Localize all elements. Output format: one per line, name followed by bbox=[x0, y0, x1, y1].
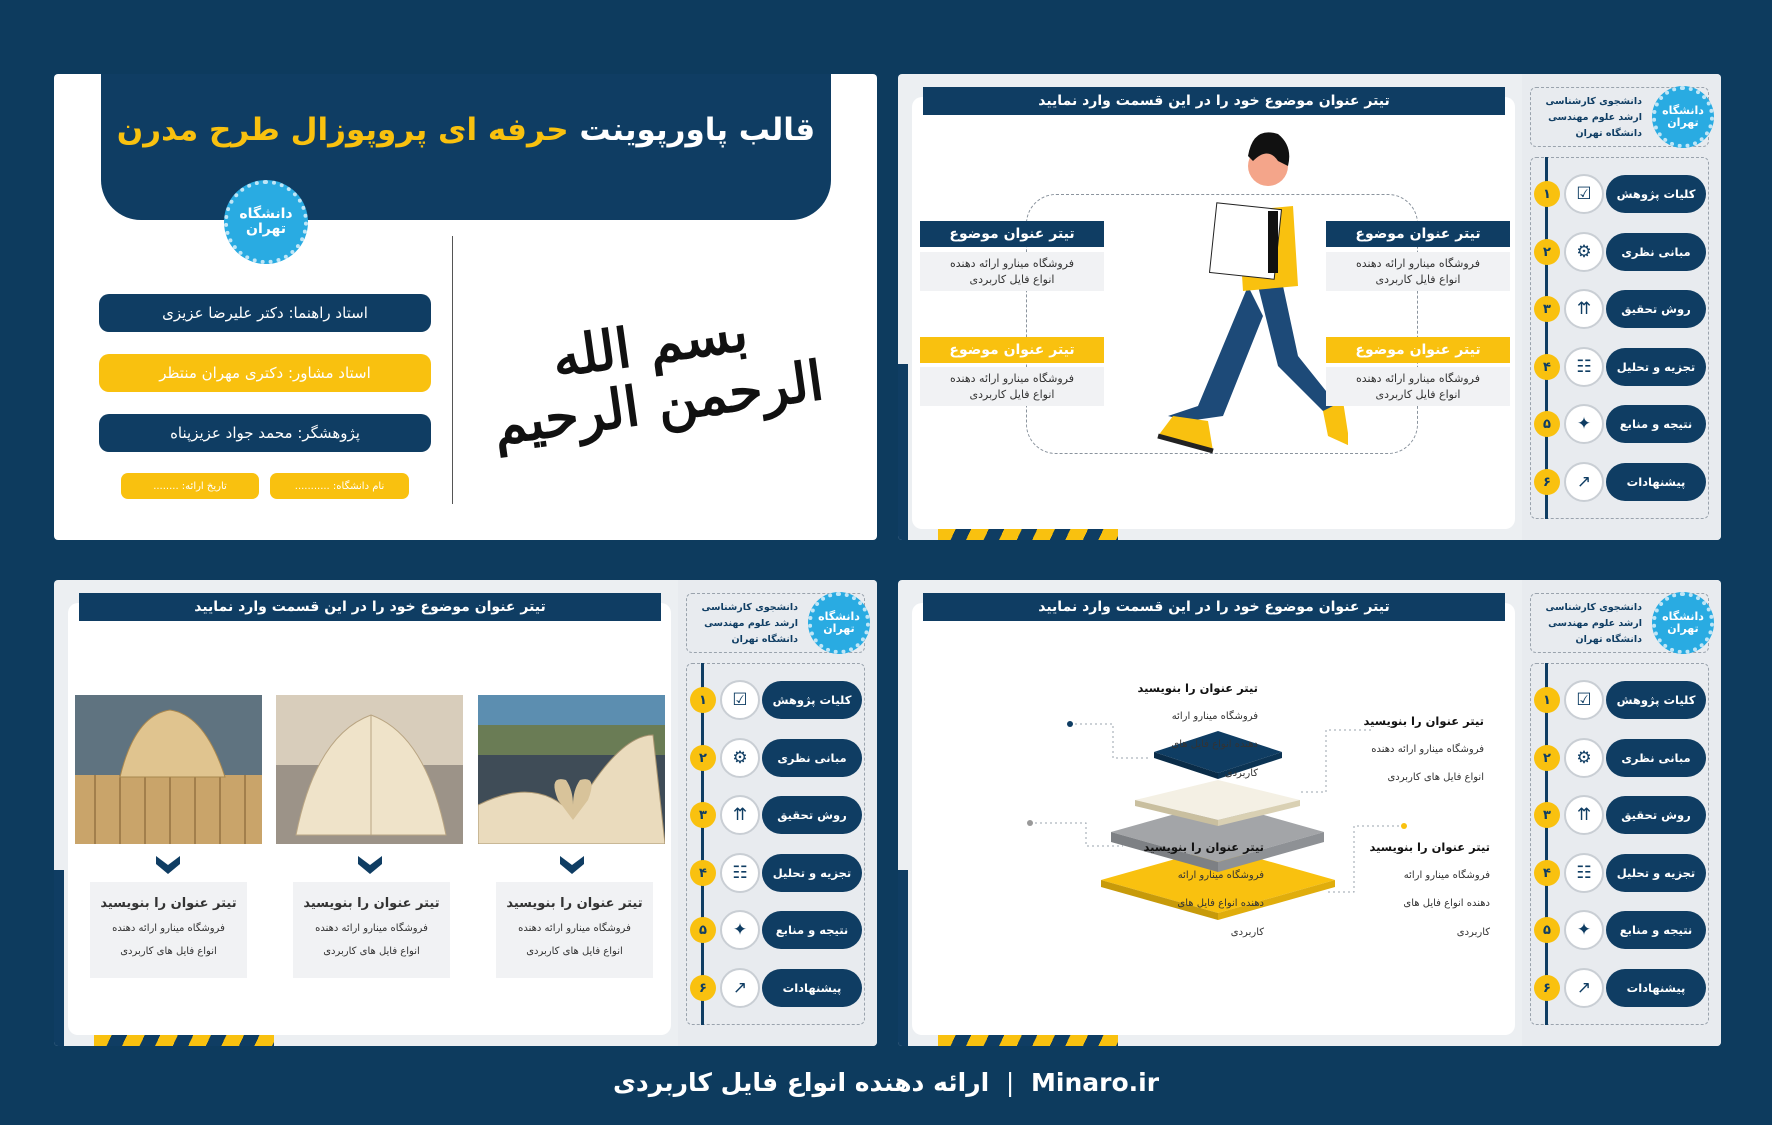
desc-line: انواع فایل کاربردی bbox=[1375, 273, 1461, 286]
slide-illustration[interactable] bbox=[898, 74, 1721, 540]
box-desc bbox=[920, 252, 1104, 291]
slide-title: تیتر عنوان موضوع خود را در این قسمت وارد نمایید bbox=[79, 593, 661, 621]
box-title: تیتر عنوان موضوع bbox=[920, 221, 1104, 247]
growth-chart-icon: ↗ bbox=[1564, 462, 1604, 502]
sidebar-item[interactable] bbox=[1522, 404, 1721, 444]
step-number: ۶ bbox=[690, 975, 716, 1001]
logo-text: دانشگاه تهران bbox=[239, 205, 293, 237]
sidebar-item-label[interactable]: نتیجه و منابع bbox=[1606, 405, 1706, 443]
marker-dot bbox=[1027, 820, 1033, 826]
step-number: ۴ bbox=[1534, 354, 1560, 380]
box-title: تیتر عنوان موضوع bbox=[1326, 337, 1510, 363]
sidebar-item[interactable] bbox=[678, 968, 877, 1008]
step-number: ۶ bbox=[1534, 469, 1560, 495]
block-title: تیتر عنوان را بنویسید bbox=[1137, 681, 1258, 695]
team-analysis-icon: ☷ bbox=[720, 853, 760, 893]
growth-chart-icon: ↗ bbox=[1564, 968, 1604, 1008]
desc-line: فروشگاه مینارو ارائه دهنده bbox=[950, 257, 1074, 270]
consultant-label: استاد مشاور: دکتری مهران منتظر bbox=[99, 354, 431, 392]
sidebar-item-label[interactable]: مبانی نظری bbox=[1606, 739, 1706, 777]
bismillah-calligraphy: بسم الله الرحمن الرحیم bbox=[488, 298, 828, 458]
checklist-icon: ☑ bbox=[720, 680, 760, 720]
clipboard-gear-icon: ⚙ bbox=[1564, 738, 1604, 778]
sidebar-item[interactable] bbox=[1522, 738, 1721, 778]
sidebar-item[interactable] bbox=[1522, 462, 1721, 502]
box-desc bbox=[920, 367, 1104, 406]
card-title: تیتر عنوان را بنویسید bbox=[506, 896, 643, 911]
text-card bbox=[293, 882, 450, 978]
sidebar-item-label[interactable]: مبانی نظری bbox=[762, 739, 862, 777]
book-photo bbox=[276, 695, 463, 844]
sidebar-item[interactable] bbox=[678, 680, 877, 720]
block-line: دهنده انواع فایل های bbox=[1177, 898, 1264, 909]
sidebar-item[interactable] bbox=[1522, 910, 1721, 950]
sidebar-item[interactable] bbox=[1522, 289, 1721, 329]
book-photo bbox=[478, 695, 665, 844]
researcher-label: پژوهشگر: محمد جواد عزیزپناه bbox=[99, 414, 431, 452]
student-line: دانشگاه تهران bbox=[731, 634, 798, 645]
sidebar-item[interactable] bbox=[1522, 232, 1721, 272]
university-logo bbox=[808, 592, 870, 654]
sidebar-item[interactable] bbox=[678, 738, 877, 778]
block-line: دهنده انواع فایل های bbox=[1171, 739, 1258, 750]
student-info bbox=[1546, 600, 1642, 648]
step-number: ۶ bbox=[1534, 975, 1560, 1001]
sidebar-item-label[interactable]: نتیجه و منابع bbox=[762, 911, 862, 949]
title-white: قالب پاورپوینت bbox=[579, 112, 816, 148]
slide-title: تیتر عنوان موضوع خود را در این قسمت وارد نمایید bbox=[923, 593, 1505, 621]
desc-line: انواع فایل کاربردی bbox=[1375, 388, 1461, 401]
step-number: ۱ bbox=[1534, 687, 1560, 713]
card-line: فروشگاه مینارو ارائه دهنده bbox=[315, 923, 428, 934]
team-analysis-icon: ☷ bbox=[1564, 853, 1604, 893]
step-number: ۳ bbox=[1534, 802, 1560, 828]
student-info-box bbox=[686, 593, 865, 653]
text-card bbox=[90, 882, 247, 978]
person-arrows-icon: ⇈ bbox=[720, 795, 760, 835]
decor-stripes bbox=[94, 1035, 274, 1046]
slide-cover[interactable] bbox=[54, 74, 877, 540]
logo-text: دانشگاه تهران bbox=[1662, 609, 1704, 635]
card-line: انواع فایل های کاربردی bbox=[323, 946, 420, 957]
footer-separator: | bbox=[1005, 1068, 1015, 1097]
step-number: ۵ bbox=[1534, 917, 1560, 943]
step-number: ۲ bbox=[690, 745, 716, 771]
layer-stack-diagram bbox=[898, 580, 1518, 1046]
step-number: ۲ bbox=[1534, 239, 1560, 265]
cover-title bbox=[101, 74, 831, 220]
logo-text: دانشگاه تهران bbox=[1662, 103, 1704, 129]
marker-dot bbox=[1401, 823, 1407, 829]
footer-tagline: ارائه دهنده انواع فایل کاربردی bbox=[612, 1068, 990, 1097]
student-info bbox=[702, 600, 798, 648]
sidebar-item[interactable] bbox=[1522, 968, 1721, 1008]
lightbulb-icon: ✦ bbox=[1564, 404, 1604, 444]
decor-strip bbox=[898, 364, 908, 540]
card-title: تیتر عنوان را بنویسید bbox=[100, 896, 237, 911]
card-title: تیتر عنوان را بنویسید bbox=[303, 896, 440, 911]
sidebar-item-label[interactable]: تجزیه و تحلیل bbox=[762, 854, 862, 892]
student-info-box bbox=[1530, 87, 1709, 147]
university-logo bbox=[1652, 592, 1714, 654]
box-desc bbox=[1326, 252, 1510, 291]
text-block bbox=[1137, 674, 1258, 788]
decor-strip bbox=[54, 870, 64, 1046]
sidebar-item-label[interactable]: روش تحقیق bbox=[762, 796, 862, 834]
growth-chart-icon: ↗ bbox=[720, 968, 760, 1008]
desc-line: فروشگاه مینارو ارائه دهنده bbox=[1356, 372, 1480, 385]
student-line: ارشد علوم مهندسی bbox=[704, 618, 798, 629]
chevron-down-icon bbox=[560, 856, 584, 874]
desc-line: فروشگاه مینارو ارائه دهنده bbox=[950, 372, 1074, 385]
student-line: دانشجوی کارشناسی bbox=[1545, 96, 1642, 107]
desc-line: فروشگاه مینارو ارائه دهنده bbox=[1356, 257, 1480, 270]
block-title: تیتر عنوان را بنویسید bbox=[1363, 714, 1484, 728]
sidebar-item-label[interactable]: پیشنهادات bbox=[762, 969, 862, 1007]
student-info-box bbox=[1530, 593, 1709, 653]
sidebar-item-label[interactable]: کلیات پژوهش bbox=[762, 681, 862, 719]
block-line: فروشگاه مینارو ارائه bbox=[1177, 869, 1264, 881]
block-line: انواع فایل های کاربردی bbox=[1387, 772, 1484, 783]
footer-brand[interactable]: Minaro.ir bbox=[1031, 1068, 1160, 1097]
block-line: دهنده انواع فایل های bbox=[1403, 898, 1490, 909]
block-line: کاربردی bbox=[1230, 926, 1264, 938]
title-yellow: حرفه ای پروپوزال طرح مدرن bbox=[116, 112, 569, 148]
slide-layers[interactable] bbox=[898, 580, 1721, 1046]
text-block bbox=[1363, 707, 1484, 793]
sidebar-item-label[interactable]: کلیات پژوهش bbox=[1606, 681, 1706, 719]
sidebar-item[interactable] bbox=[1522, 347, 1721, 387]
card-line: فروشگاه مینارو ارائه دهنده bbox=[518, 923, 631, 934]
desc-line: انواع فایل کاربردی bbox=[969, 388, 1055, 401]
sidebar-item-label[interactable]: تجزیه و تحلیل bbox=[1606, 854, 1706, 892]
sidebar-item-label[interactable]: روش تحقیق bbox=[1606, 796, 1706, 834]
university-logo bbox=[1652, 86, 1714, 148]
university-name-field: نام دانشگاه: ........... bbox=[270, 473, 409, 499]
sidebar-item[interactable] bbox=[1522, 853, 1721, 893]
sidebar-item-label[interactable]: پیشنهادات bbox=[1606, 969, 1706, 1007]
team-analysis-icon: ☷ bbox=[1564, 347, 1604, 387]
lightbulb-icon: ✦ bbox=[1564, 910, 1604, 950]
clipboard-gear-icon: ⚙ bbox=[720, 738, 760, 778]
sidebar-item-label[interactable]: کلیات پژوهش bbox=[1606, 175, 1706, 213]
box-title: تیتر عنوان موضوع bbox=[920, 337, 1104, 363]
sidebar-item[interactable] bbox=[1522, 174, 1721, 214]
step-number: ۵ bbox=[690, 917, 716, 943]
step-number: ۵ bbox=[1534, 411, 1560, 437]
marker-dot bbox=[1067, 721, 1073, 727]
block-line: کاربردی bbox=[1224, 767, 1258, 779]
advisor-label: استاد راهنما: دکتر علیرضا عزیزی bbox=[99, 294, 431, 332]
checklist-icon: ☑ bbox=[1564, 174, 1604, 214]
box-title: تیتر عنوان موضوع bbox=[1326, 221, 1510, 247]
step-number: ۴ bbox=[1534, 860, 1560, 886]
step-number: ۴ bbox=[690, 860, 716, 886]
box-desc bbox=[1326, 367, 1510, 406]
presentation-date-field: تاریخ ارائه: ........ bbox=[121, 473, 259, 499]
block-line: فروشگاه مینارو ارائه bbox=[1171, 710, 1258, 722]
chevron-down-icon bbox=[156, 856, 180, 874]
card-line: فروشگاه مینارو ارائه دهنده bbox=[112, 923, 225, 934]
student-info bbox=[1546, 94, 1642, 142]
sidebar bbox=[678, 580, 877, 1046]
student-line: ارشد علوم مهندسی bbox=[1548, 112, 1642, 123]
running-man-illustration bbox=[1128, 116, 1348, 456]
step-number: ۳ bbox=[690, 802, 716, 828]
block-line: فروشگاه مینارو ارائه bbox=[1403, 869, 1490, 881]
sidebar bbox=[1522, 74, 1721, 540]
student-line: دانشجوی کارشناسی bbox=[701, 602, 798, 613]
step-number: ۳ bbox=[1534, 296, 1560, 322]
logo-text: دانشگاه تهران bbox=[818, 609, 860, 635]
student-line: دانشگاه تهران bbox=[1575, 128, 1642, 139]
sidebar-item[interactable] bbox=[678, 795, 877, 835]
footer-banner bbox=[0, 1068, 1772, 1097]
step-number: ۱ bbox=[690, 687, 716, 713]
student-line: دانشجوی کارشناسی bbox=[1545, 602, 1642, 613]
person-arrows-icon: ⇈ bbox=[1564, 795, 1604, 835]
lightbulb-icon: ✦ bbox=[720, 910, 760, 950]
text-card bbox=[496, 882, 653, 978]
slide-books[interactable] bbox=[54, 580, 877, 1046]
sidebar-item[interactable] bbox=[678, 853, 877, 893]
decor-stripes bbox=[938, 529, 1118, 540]
step-number: ۱ bbox=[1534, 181, 1560, 207]
student-line: ارشد علوم مهندسی bbox=[1548, 618, 1642, 629]
block-line: فروشگاه مینارو ارائه دهنده bbox=[1371, 743, 1484, 755]
slide-title: تیتر عنوان موضوع خود را در این قسمت وارد نمایید bbox=[923, 87, 1505, 115]
sidebar-item[interactable] bbox=[1522, 680, 1721, 720]
clipboard-gear-icon: ⚙ bbox=[1564, 232, 1604, 272]
sidebar-item-label[interactable]: مبانی نظری bbox=[1606, 233, 1706, 271]
text-block bbox=[1369, 833, 1490, 947]
sidebar-item-label[interactable]: نتیجه و منابع bbox=[1606, 911, 1706, 949]
sidebar-item-label[interactable]: تجزیه و تحلیل bbox=[1606, 348, 1706, 386]
checklist-icon: ☑ bbox=[1564, 680, 1604, 720]
sidebar-item-label[interactable]: روش تحقیق bbox=[1606, 290, 1706, 328]
block-title: تیتر عنوان را بنویسید bbox=[1369, 840, 1490, 854]
sidebar-item[interactable] bbox=[678, 910, 877, 950]
card-line: انواع فایل های کاربردی bbox=[120, 946, 217, 957]
book-photo bbox=[75, 695, 262, 844]
card-line: انواع فایل های کاربردی bbox=[526, 946, 623, 957]
chevron-down-icon bbox=[358, 856, 382, 874]
sidebar bbox=[1522, 580, 1721, 1046]
university-logo bbox=[224, 180, 308, 264]
desc-line: انواع فایل کاربردی bbox=[969, 273, 1055, 286]
text-block bbox=[1143, 833, 1264, 947]
block-title: تیتر عنوان را بنویسید bbox=[1143, 840, 1264, 854]
sidebar-item[interactable] bbox=[1522, 795, 1721, 835]
block-line: کاربردی bbox=[1456, 926, 1490, 938]
sidebar-item-label[interactable]: پیشنهادات bbox=[1606, 463, 1706, 501]
student-line: دانشگاه تهران bbox=[1575, 634, 1642, 645]
person-arrows-icon: ⇈ bbox=[1564, 289, 1604, 329]
step-number: ۲ bbox=[1534, 745, 1560, 771]
